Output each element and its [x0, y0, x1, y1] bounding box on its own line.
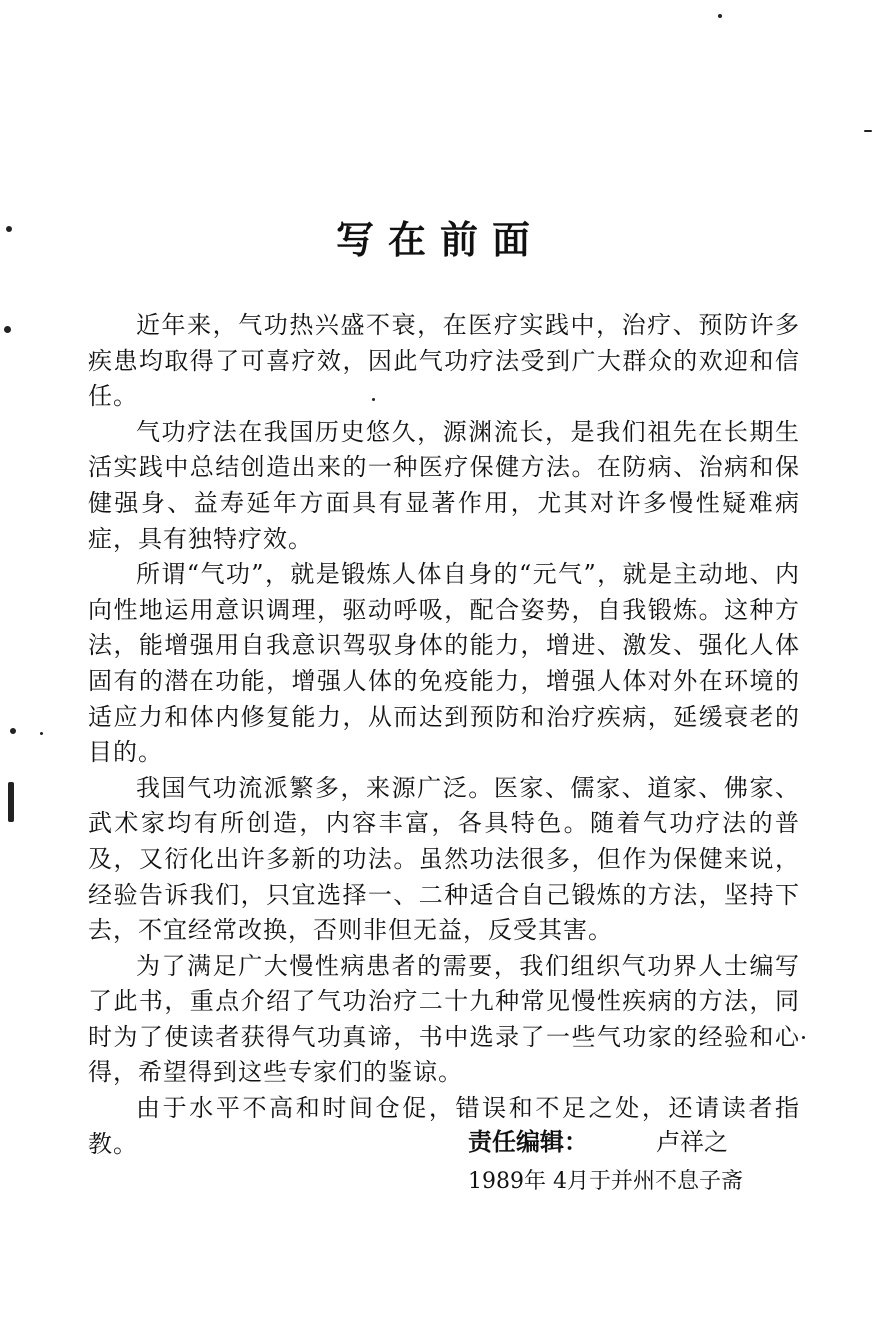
- date-place: 1989年 4月于并州不息子斋: [468, 1169, 743, 1194]
- scan-speck: [6, 226, 12, 232]
- scan-speck: [718, 14, 722, 18]
- scan-speck: [10, 728, 16, 734]
- preface-body: [88, 308, 800, 1162]
- scan-speck: [8, 782, 14, 822]
- scan-speck: [802, 1036, 805, 1039]
- editor-name: 卢祥之: [656, 1128, 728, 1156]
- scan-speck: [40, 732, 43, 735]
- paragraph-3: 所谓“气功”，就是锻炼人体自身的“元气”，就是主动地、内向性地运用意识调理，驱动呼吸，配合姿势，自我锻炼。这种方法，能增强用自我意识驾驭身体的能力，增进、激发、强化人体固有的潜在功能，增强人体的免疫能力，增强人体对外在环境的适应力和体内修复能力，从而达到预防和治疗疾病，延缓衰老的目的。: [88, 560, 800, 767]
- paragraph-1: 近年来，气功热兴盛不衰，在医疗实践中，治疗、预防许多疾患均取得了可喜疗效，因此气功疗法受到广大群众的欢迎和信任。: [88, 311, 800, 411]
- page-title: 写在前面: [335, 217, 544, 262]
- scan-speck: [864, 130, 872, 132]
- editor-label: 责任编辑：: [468, 1128, 588, 1156]
- signature-block: [468, 1124, 743, 1200]
- paragraph-5: 为了满足广大慢性病患者的需要，我们组织气功界人士编写了此书，重点介绍了气功治疗二十九种常见慢性疾病的方法，同时为了使读者获得气功真谛，书中选录了一些气功家的经验和心得，希望得到这些专家们的鉴谅。: [88, 951, 800, 1087]
- scan-speck: [4, 326, 11, 333]
- scan-speck: [372, 398, 375, 401]
- paragraph-2: 气功疗法在我国历史悠久，源渊流长，是我们祖先在长期生活实践中总结创造出来的一种医疗保健方法。在防病、治病和保健强身、益寿延年方面具有显著作用，尤其对许多慢性疑难病症，具有独特疗效。: [88, 417, 800, 553]
- paragraph-6: 由于水平不高和时间仓促，错误和不足之处，还请读者指教。: [88, 1094, 800, 1158]
- editor-line: [468, 1124, 743, 1160]
- paragraph-4: 我国气功流派繁多，来源广泛。医家、儒家、道家、佛家、武术家均有所创造，内容丰富，各具特色。随着气功疗法的普及，又衍化出许多新的功法。虽然功法很多，但作为保健来说，经验告诉我们，只宜选择一、二种适合自己锻炼的方法，坚持下去，不宜经常改换，否则非但无益，反受其害。: [88, 773, 800, 945]
